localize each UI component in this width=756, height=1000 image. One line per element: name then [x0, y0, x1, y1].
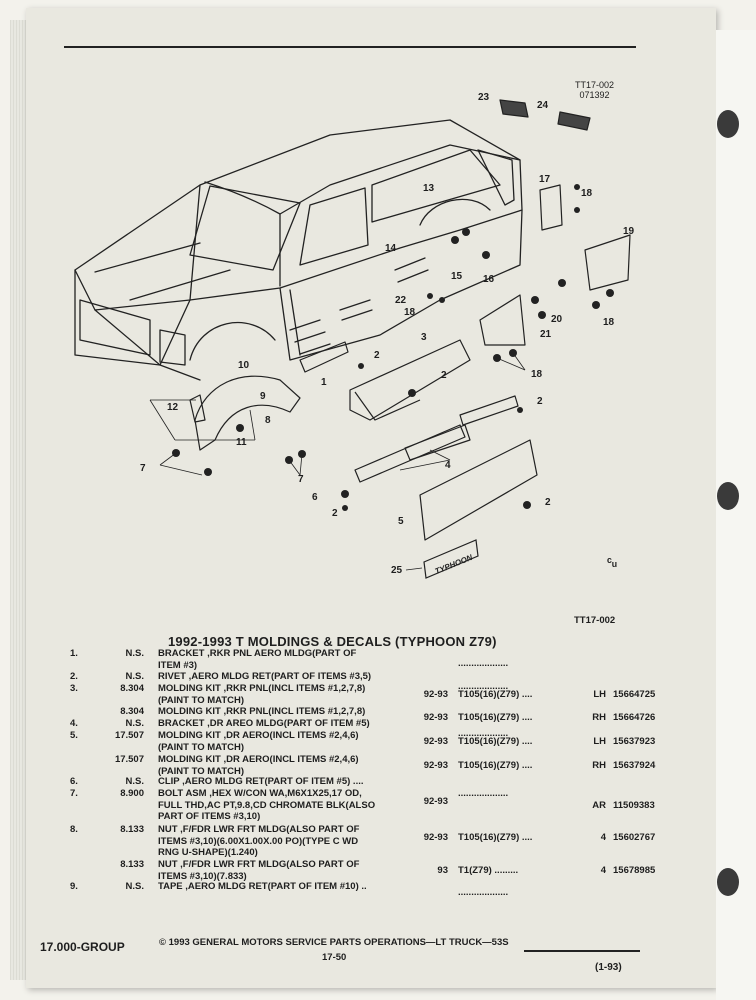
group-number: 8.133 [120, 824, 144, 835]
group-label: 17.000-GROUP [40, 940, 125, 954]
description: TAPE ,AERO MLDG RET(PART OF ITEM #10) .. [158, 881, 367, 892]
callout-label: 22 [395, 295, 407, 306]
callout-label: 18 [603, 317, 615, 328]
callout-label: 1 [321, 377, 327, 388]
model-code: ................... [458, 788, 509, 799]
group-number: 8.304 [120, 706, 144, 717]
model-code: ................... [458, 681, 509, 692]
group-number: 8.304 [120, 683, 144, 694]
description: MOLDING KIT ,RKR PNL(INCL ITEMS #1,2,7,8) [158, 706, 366, 717]
year-range: 92-93 [423, 796, 448, 807]
group-number: N.S. [125, 671, 144, 682]
callout-label: 3 [421, 332, 427, 343]
callout-label: 7 [298, 474, 304, 485]
description-line: BRACKET ,RKR PNL AERO MLDG(PART OF [158, 648, 357, 659]
callout-label: 2 [332, 508, 338, 519]
group-number: 8.133 [120, 859, 144, 870]
description-line: (PAINT TO MATCH) [158, 765, 245, 777]
year-range: 92-93 [423, 736, 448, 747]
revision-code: (1-93) [595, 962, 622, 973]
item-number: 2. [70, 671, 78, 682]
description: BRACKET ,DR AREO MLDG(PART OF ITEM #5) [158, 718, 370, 729]
callout-label: 2 [374, 350, 380, 361]
emblem-text: TYPHOON [433, 552, 474, 577]
quantity: AR [592, 800, 606, 811]
callout-label: 19 [623, 226, 635, 237]
year-range: 93 [437, 865, 448, 876]
description [158, 824, 438, 859]
description-line: ITEMS #3,10)(6.00X1.00X.00 PO)(TYPE C WD [158, 835, 359, 847]
callout-label: 18 [581, 188, 593, 199]
fasteners [172, 184, 614, 511]
copyright-line: © 1993 GENERAL MOTORS SERVICE PARTS OPERATIONS—LT TRUCK—53S [159, 937, 509, 948]
description-line: FULL THD,AC PT,9.8,CD CHROMATE BLK(ALSO [158, 799, 376, 811]
section-title: 1992-1993 T MOLDINGS & DECALS (TYPHOON Z79) [168, 634, 497, 649]
callout-label: 10 [238, 360, 250, 371]
group-number: 8.900 [120, 788, 144, 799]
binder-hole-bottom [717, 868, 739, 896]
item-number: 3. [70, 683, 78, 694]
model-code: ................... [458, 658, 509, 669]
figure-ref-code: TT17-002 [575, 80, 615, 90]
model-code: T105(16)(Z79) .... [458, 712, 533, 723]
description-line: MOLDING KIT ,DR AERO(INCL ITEMS #2,4,6) [158, 754, 359, 765]
item-number: 5. [70, 730, 78, 741]
typhoon-emblem [406, 540, 478, 578]
part-number: 11509383 [613, 800, 655, 811]
callout-label: 15 [451, 271, 463, 282]
part-number: 15637923 [613, 736, 656, 747]
item-number: 9. [70, 881, 78, 892]
group-number: N.S. [125, 648, 144, 659]
model-code: T105(16)(Z79) .... [458, 832, 533, 843]
group-number: N.S. [125, 718, 144, 729]
year-range: 92-93 [423, 712, 448, 723]
model-code: ................... [458, 887, 509, 898]
description-line: PART OF ITEMS #3,10) [158, 811, 261, 822]
callout-label: 21 [540, 329, 552, 340]
model-code: T105(16)(Z79) .... [458, 760, 533, 771]
item-number: 8. [70, 824, 78, 835]
quantity: RH [592, 712, 606, 723]
figure-ref-date: 071392 [579, 90, 610, 100]
description [158, 730, 438, 753]
callout-label: 4 [445, 460, 451, 471]
callout-label: 20 [551, 314, 563, 325]
description-line: (PAINT TO MATCH) [158, 694, 245, 706]
year-range: 92-93 [423, 832, 448, 843]
callout-label: 2 [441, 370, 447, 381]
callout-label: 9 [260, 391, 266, 402]
leader-lines [150, 353, 525, 475]
figure-callouts [140, 92, 635, 576]
callout-label: 24 [537, 100, 549, 111]
model-code: T105(16)(Z79) .... [458, 736, 533, 747]
gm-mark: ᶜᵤ [607, 554, 617, 569]
description: RIVET ,AERO MLDG RET(PART OF ITEMS #3,5) [158, 671, 372, 682]
callout-label: 17 [539, 174, 551, 185]
group-number: N.S. [125, 881, 144, 892]
callout-label: 18 [531, 369, 543, 380]
quantity: 4 [600, 865, 606, 876]
part-number: 15637924 [613, 760, 656, 771]
description-line: RNG U-SHAPE)(1.240) [158, 847, 258, 858]
description: CLIP ,AERO MLDG RET(PART OF ITEM #5) .... [158, 776, 364, 787]
item-number: 4. [70, 718, 78, 729]
item-number: 7. [70, 788, 78, 799]
description-line: BOLT ASM ,HEX W/CON WA,M6X1X25,17 OD, [158, 788, 362, 799]
model-code: T105(16)(Z79) .... [458, 689, 533, 700]
callout-label: 14 [385, 243, 397, 254]
description-line: ITEMS #3,10)(7.833) [158, 870, 247, 882]
year-range: 92-93 [423, 689, 448, 700]
quantity: LH [593, 736, 606, 747]
aero-molding-parts [190, 100, 630, 540]
quantity: LH [593, 689, 606, 700]
description-line: MOLDING KIT ,DR AERO(INCL ITEMS #2,4,6) [158, 730, 359, 741]
description [158, 859, 438, 882]
callout-label: 11 [236, 437, 247, 448]
model-code: ................... [458, 728, 509, 739]
description-line: (PAINT TO MATCH) [158, 741, 245, 753]
callout-label: 25 [391, 565, 403, 576]
description [158, 683, 438, 706]
group-number: N.S. [125, 776, 144, 787]
model-code: T1(Z79) ......... [458, 865, 519, 876]
callout-label: 23 [478, 92, 490, 103]
callout-label: 6 [312, 492, 318, 503]
part-number: 15664726 [613, 712, 656, 723]
callout-label: 12 [167, 402, 179, 413]
description [158, 648, 438, 671]
part-number: 15602767 [613, 832, 656, 843]
group-number: 17.507 [114, 754, 144, 765]
callout-label: 2 [545, 497, 551, 508]
description [158, 754, 438, 777]
year-range: 92-93 [423, 760, 448, 771]
part-number: 15664725 [613, 689, 656, 700]
description [158, 788, 438, 823]
callout-label: 5 [398, 516, 404, 527]
description-line: NUT ,F/FDR LWR FRT MLDG(ALSO PART OF [158, 824, 360, 835]
description-line: ITEM #3) [158, 659, 198, 671]
truck-body-outline [75, 120, 522, 380]
part-number: 15678985 [613, 865, 656, 876]
page-number: 17-50 [322, 952, 347, 963]
description-line: NUT ,F/FDR LWR FRT MLDG(ALSO PART OF [158, 859, 360, 870]
description-line: MOLDING KIT ,RKR PNL(INCL ITEMS #1,2,7,8) [158, 683, 366, 694]
callout-label: 7 [140, 463, 146, 474]
callout-label: 8 [265, 415, 271, 426]
item-number: 6. [70, 776, 78, 787]
quantity: RH [592, 760, 606, 771]
footer-rule [524, 950, 640, 952]
callout-label: 18 [404, 307, 416, 318]
callout-label: 16 [483, 274, 495, 285]
quantity: 4 [600, 832, 606, 843]
callout-label: 2 [537, 396, 543, 407]
callout-label: 13 [423, 183, 435, 194]
item-number: 1. [70, 648, 78, 659]
group-number: 17.507 [114, 730, 144, 741]
figure-code: TT17-002 [574, 615, 616, 626]
